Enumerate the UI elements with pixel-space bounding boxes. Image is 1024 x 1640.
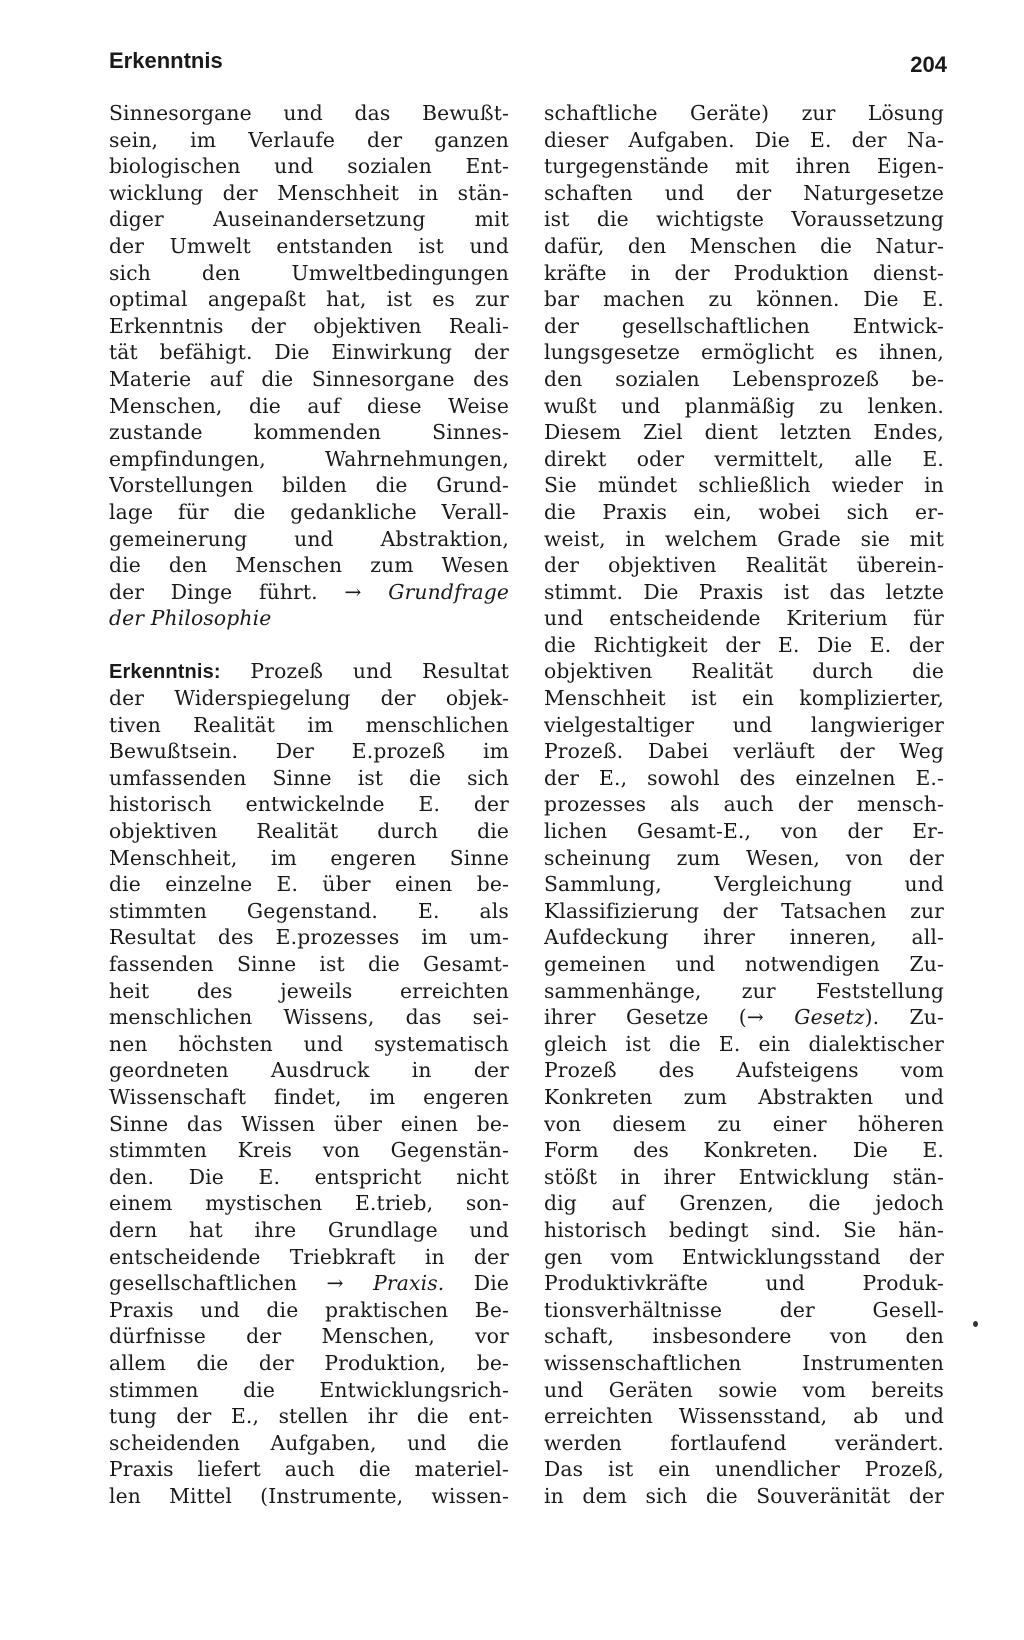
entry-first-line <box>109 658 509 685</box>
text-line: ist die wichtigste Voraussetzung <box>544 207 944 232</box>
text-line: tiven Realität im menschlichen <box>109 712 509 737</box>
text-line: Bewußtsein. Der E.prozeß im <box>109 739 509 764</box>
text-line: Prozeß des Aufsteigens vom <box>544 1058 944 1083</box>
page-header <box>109 48 947 78</box>
text-line: objektiven Realität durch die <box>544 659 944 684</box>
print-speck <box>973 1321 978 1327</box>
text-line: dafür, den Menschen die Natur- <box>544 233 944 258</box>
text-run: ihrer Gesetze (→ <box>544 1005 795 1030</box>
text-line: Diesem Ziel dient letzten Endes, <box>544 420 944 445</box>
text-line: einem mystischen E.trieb, son- <box>109 1191 509 1216</box>
page-number: 204 <box>910 52 947 77</box>
text-line: geordneten Ausdruck in der <box>109 1058 509 1083</box>
text-line: menschlichen Wissens, das sei- <box>109 1005 509 1030</box>
text-line: allem die der Produktion, be- <box>109 1350 509 1375</box>
running-head: Erkenntnis <box>109 48 223 73</box>
text-line <box>544 1004 944 1031</box>
text-line: sammenhänge, zur Feststellung <box>544 978 944 1003</box>
text-line: in dem sich die Souveränität der <box>544 1483 944 1508</box>
text-line: kräfte in der Produktion dienst- <box>544 260 944 285</box>
text-line: sein, im Verlaufe der ganzen <box>109 127 509 152</box>
text-line: die Richtigkeit der E. Die E. der <box>544 632 944 657</box>
entry-headword: Erkenntnis: <box>109 661 221 684</box>
text-line: Vorstellungen bilden die Grund- <box>109 473 509 498</box>
text-line: nen höchsten und systematisch <box>109 1031 509 1056</box>
paragraph-gap <box>109 632 509 659</box>
cross-reference-continued: der Philosophie <box>109 606 272 631</box>
text-line: der Widerspiegelung der objek- <box>109 686 509 711</box>
text-line: der E., sowohl des einzelnen E.- <box>544 765 944 790</box>
text-line: fassenden Sinne ist die Gesamt- <box>109 952 509 976</box>
text-line: stimmten Gegenstand. E. als <box>109 898 509 923</box>
text-line: Das ist ein unendlicher Prozeß, <box>544 1457 944 1482</box>
text-line: biologischen und sozialen Ent- <box>109 154 509 179</box>
text-line: die den Menschen zum Wesen <box>109 553 509 578</box>
text-line: entscheidende Triebkraft in der <box>109 1244 509 1269</box>
text-line: Sinne das Wissen über einen be- <box>109 1111 509 1136</box>
text-line: dig auf Grenzen, die jedoch <box>544 1191 944 1216</box>
text-line: stößt in ihrer Entwicklung stän- <box>544 1164 944 1189</box>
text-line <box>109 1270 509 1297</box>
text-line: Praxis liefert auch die materiel- <box>109 1457 509 1482</box>
text-line: schaften und der Naturgesetze <box>544 180 944 205</box>
left-column <box>109 100 509 1509</box>
text-line: gen vom Entwicklungsstand der <box>544 1244 944 1269</box>
text-line: Konkreten zum Abstrakten und <box>544 1084 944 1109</box>
text-line: lungsgesetze ermöglicht es ihnen, <box>544 340 944 365</box>
text-line: lichen Gesamt-E., von der Er- <box>544 819 944 844</box>
text-line: dürfnisse der Menschen, vor <box>109 1324 509 1349</box>
right-column <box>544 100 944 1509</box>
text-line: heit des jeweils erreichten <box>109 978 509 1003</box>
text-line: umfassenden Sinne ist die sich <box>109 765 509 790</box>
text-line: Prozeß. Dabei verläuft der Weg <box>544 739 944 764</box>
text-line: dieser Aufgaben. Die E. der Na- <box>544 127 944 152</box>
text-line <box>109 605 509 632</box>
cross-reference: Praxis. <box>373 1271 445 1296</box>
text-run: Die <box>444 1271 509 1296</box>
text-line: zustande kommenden Sinnes- <box>109 420 509 445</box>
text-line: Klassifizierung der Tatsachen zur <box>544 898 944 923</box>
text-line: die einzelne E. über einen be- <box>109 872 509 897</box>
text-line: schaft, insbesondere von den <box>544 1324 944 1349</box>
text-line: und entscheidende Kriterium für <box>544 606 944 631</box>
text-line: Form des Konkreten. Die E. <box>544 1138 944 1163</box>
text-line: tät befähigt. Die Einwirkung der <box>109 340 509 365</box>
text-line: Materie auf die Sinnesorgane des <box>109 366 509 391</box>
text-line <box>109 579 509 606</box>
text-line: wissenschaftlichen Instrumenten <box>544 1350 944 1375</box>
text-line: schaftliche Geräte) zur Lösung <box>544 101 944 125</box>
text-line: len Mittel (Instrumente, wissen- <box>109 1483 509 1508</box>
text-line: prozesses als auch der mensch- <box>544 792 944 817</box>
text-line: den. Die E. entspricht nicht <box>109 1164 509 1189</box>
text-line: und Geräten sowie vom bereits <box>544 1377 944 1402</box>
text-line: werden fortlaufend verändert. <box>544 1430 944 1455</box>
text-line: scheidenden Aufgaben, und die <box>109 1430 509 1455</box>
text-line: turgegenstände mit ihren Eigen- <box>544 154 944 179</box>
text-line: wußt und planmäßig zu lenken. <box>544 393 944 418</box>
text-line: empfindungen, Wahrnehmungen, <box>109 446 509 471</box>
text-line: lage für die gedankliche Verall- <box>109 499 509 524</box>
text-line: diger Auseinandersetzung mit <box>109 207 509 232</box>
text-line: der gesellschaftlichen Entwick- <box>544 313 944 338</box>
text-line: Menschheit, im engeren Sinne <box>109 845 509 870</box>
text-line: Aufdeckung ihrer inneren, all- <box>544 925 944 950</box>
text-line: stimmt. Die Praxis ist das letzte <box>544 579 944 604</box>
text-line: gemeinerung und Abstraktion, <box>109 526 509 551</box>
text-line: stimmten Kreis von Gegenstän- <box>109 1138 509 1163</box>
text-line: Wissenschaft findet, im engeren <box>109 1084 509 1109</box>
text-line: Menschen, die auf diese Weise <box>109 393 509 418</box>
text-line: Produktivkräfte und Produk- <box>544 1271 944 1296</box>
text-line: erreichten Wissensstand, ab und <box>544 1404 944 1429</box>
text-line: direkt oder vermittelt, alle E. <box>544 446 944 471</box>
text-line: Sinnesorgane und das Bewußt- <box>109 101 509 125</box>
text-line: gemeinen und notwendigen Zu- <box>544 952 944 976</box>
text-line: tung der E., stellen ihr die ent- <box>109 1404 509 1429</box>
text-line: historisch bedingt sind. Sie hän- <box>544 1217 944 1242</box>
text-run: Prozeß und Resultat <box>220 659 509 684</box>
text-line: bar machen zu können. Die E. <box>544 287 944 312</box>
text-line: scheinung zum Wesen, von der <box>544 845 944 870</box>
text-line: optimal angepaßt hat, ist es zur <box>109 287 509 312</box>
text-line: vielgestaltiger und langwieriger <box>544 712 944 737</box>
text-line: gleich ist die E. ein dialektischer <box>544 1031 944 1056</box>
text-run: ). Zu- <box>864 1005 944 1030</box>
text-line: Sie mündet schließlich wieder in <box>544 473 944 498</box>
cross-reference: Grundfrage <box>388 579 509 604</box>
text-line: Erkenntnis der objektiven Reali- <box>109 313 509 338</box>
text-line: wicklung der Menschheit in stän- <box>109 180 509 205</box>
text-line: tionsverhältnisse der Gesell- <box>544 1297 944 1322</box>
text-line: stimmen die Entwicklungsrich- <box>109 1377 509 1402</box>
text-line: Praxis und die praktischen Be- <box>109 1297 509 1322</box>
text-line: die Praxis ein, wobei sich er- <box>544 499 944 524</box>
text-line: der Umwelt entstanden ist und <box>109 233 509 258</box>
text-line: dern hat ihre Grundlage und <box>109 1217 509 1242</box>
text-line: den sozialen Lebensprozeß be- <box>544 366 944 391</box>
text-line: von diesem zu einer höheren <box>544 1111 944 1136</box>
text-line: objektiven Realität durch die <box>109 819 509 844</box>
text-line: Resultat des E.prozesses im um- <box>109 925 509 950</box>
text-run: der Dinge führt. → <box>109 579 389 604</box>
text-line: sich den Umweltbedingungen <box>109 260 509 285</box>
text-line: weist, in welchem Grade sie mit <box>544 526 944 551</box>
cross-reference: Gesetz <box>794 1005 865 1030</box>
text-run: gesellschaftlichen → <box>109 1271 374 1296</box>
text-line: historisch entwickelnde E. der <box>109 792 509 817</box>
text-line: Sammlung, Vergleichung und <box>544 872 944 897</box>
text-line: Menschheit ist ein komplizierter, <box>544 686 944 711</box>
text-line: der objektiven Realität überein- <box>544 553 944 578</box>
